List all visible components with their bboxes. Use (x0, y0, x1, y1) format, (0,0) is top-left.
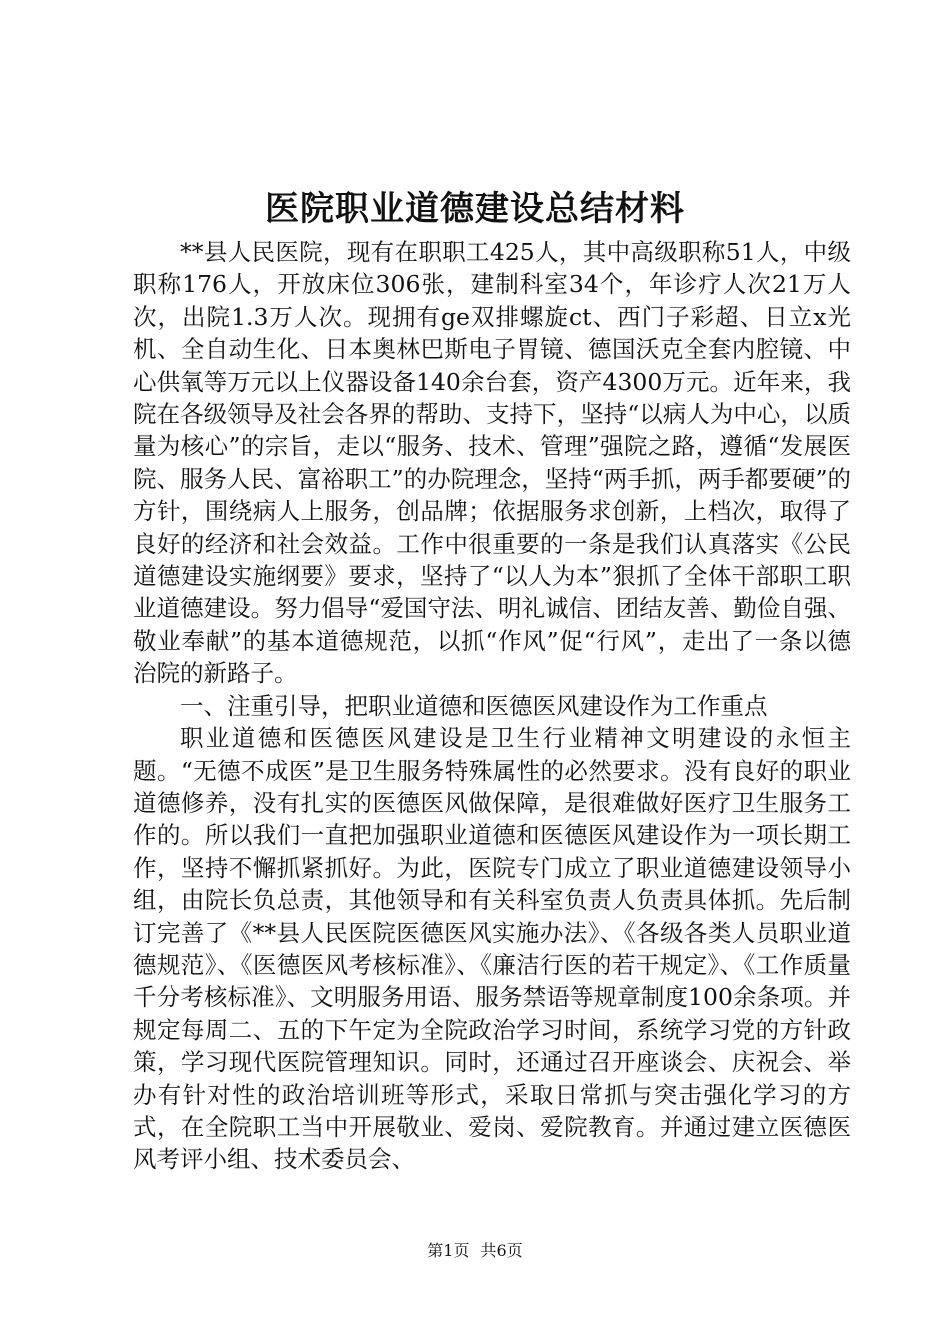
paragraph-intro: **县人民医院，现有在职职工425人，其中高级职称51人，中级职称176人，开放床位306张，建制科室34个，年诊疗人次21万人次，出院1.3万人次。现拥有ge双排螺旋ct、西门子彩超、日立x光机、全自动生化、日本奥林巴斯电子胃镜、德国沃克全套内腔镜、中心供氧等万元以上仪器设备140余台套，资产4300万元。近年来，我院在各级领导及社会各界的帮助、支持下，坚持“以病人为中心，以质量为核心”的宗旨，走以“服务、技术、管理”强院之路，遵循“发展医院、服务人民、富裕职工”的办院理念，坚持“两手抓，两手都要硬”的方针，围绕病人上服务，创品牌；依据服务求创新，上档次，取得了良好的经济和社会效益。工作中很重要的一条是我们认真落实《公民道德建设实施纲要》要求，坚持了“以人为本”狠抓了全体干部职工职业道德建设。努力倡导“爱国守法、明礼诚信、团结友善、勤俭自强、敬业奉献”的基本道德规范，以抓“作风”促“行风”，走出了一条以德治院的新路子。 (133, 238, 851, 688)
page-number-current: 第1页 (427, 1241, 470, 1260)
section-heading-1: 一、注重引导，把职业道德和医德医风建设作为工作重点 (180, 691, 768, 720)
page-footer (0, 1240, 950, 1262)
document-body (133, 236, 851, 1176)
document-title: 医院职业道德建设总结材料 (265, 189, 685, 229)
paragraph-section-1: 职业道德和医德医风建设是卫生行业精神文明建设的永恒主题。“无德不成医”是卫生服务特殊属性的必然要求。没有良好的职业道德修养，没有扎实的医德医风做保障，是很难做好医疗卫生服务工作的。所以我们一直把加强职业道德和医德医风建设作为一项长期工作，坚持不懈抓紧抓好。为此，医院专门成立了职业道德建设领导小组，由院长负总责，其他领导和有关科室负责人负责具体抓。先后制订完善了《**县人民医院医德医风实施办法》、《各级各类人员职业道德规范》、《医德医风考核标准》、《廉洁行医的若干规定》、《工作质量千分考核标准》、文明服务用语、服务禁语等规章制度100余条项。并规定每周二、五的下午定为全院政治学习时间，系统学习党的方针政策，学习现代医院管理知识。同时，还通过召开座谈会、庆祝会、举办有针对性的政治培训班等形式，采取日常抓与突击强化学习的方式，在全院职工当中开展敬业、爱岗、爱院教育。并通过建立医德医风考评小组、技术委员会、 (133, 724, 851, 1174)
page-number-total: 共6页 (480, 1241, 523, 1260)
